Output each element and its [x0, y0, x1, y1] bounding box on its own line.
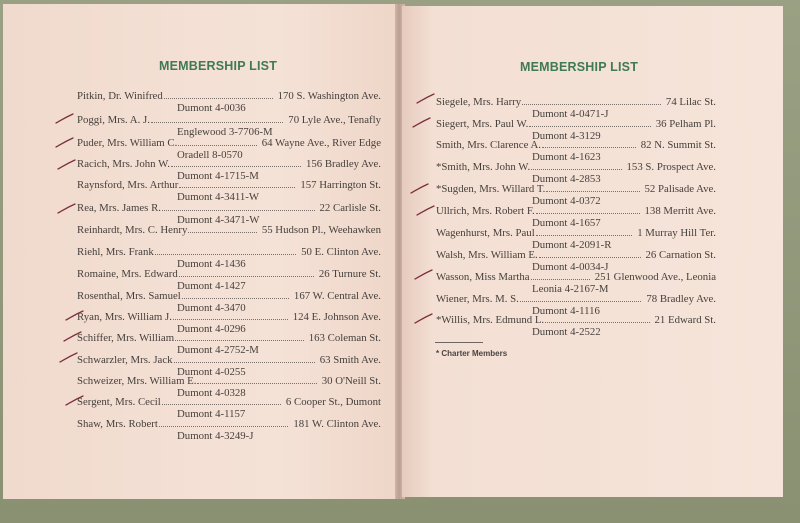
- member-entry: [77, 396, 381, 420]
- member-entry: [77, 311, 381, 335]
- member-entry: [77, 114, 381, 138]
- leader-dots: [539, 249, 641, 258]
- leader-dots: [529, 118, 651, 127]
- leader-dots: [197, 375, 317, 384]
- member-entry: [436, 249, 716, 273]
- member-address: 26 Turnure St.: [318, 268, 381, 280]
- member-address: 36 Pelham Pl.: [655, 118, 716, 130]
- member-address: 153 S. Prospect Ave.: [626, 161, 716, 173]
- member-name: Sergent, Mrs. Cecil: [77, 396, 161, 408]
- member-entry: [436, 183, 716, 207]
- member-entry: [77, 224, 381, 236]
- member-entry: [436, 161, 716, 185]
- member-address: 74 Lilac St.: [665, 96, 716, 108]
- member-phone: Dumont 4-0471-J: [532, 108, 609, 120]
- leader-dots: [520, 293, 641, 302]
- member-address: 156 Bradley Ave.: [305, 158, 381, 170]
- member-address: 64 Wayne Ave., River Edge: [261, 137, 381, 149]
- page-heading: MEMBERSHIP LIST: [520, 60, 639, 74]
- member-address: 138 Merritt Ave.: [644, 205, 716, 217]
- member-name: Riehl, Mrs. Frank: [77, 246, 154, 258]
- member-address: 52 Palisade Ave.: [644, 183, 716, 195]
- member-phone: Oradell 8-0570: [177, 149, 243, 161]
- right-page: [402, 6, 783, 497]
- member-name: Puder, Mrs. William C.: [77, 137, 178, 149]
- member-address: 26 Carnation St.: [645, 249, 716, 261]
- member-phone: Dumont 4-3470: [177, 302, 246, 314]
- member-entry: [77, 332, 381, 356]
- member-entry: [77, 268, 381, 292]
- member-entry: [77, 90, 381, 114]
- member-address: 30 O'Neill St.: [321, 375, 381, 387]
- member-address: 167 W. Central Ave.: [293, 290, 381, 302]
- left-page: [3, 4, 395, 499]
- pencil-check-mark: [65, 309, 85, 323]
- leader-dots: [546, 183, 640, 192]
- member-phone: Dumont 4-0034-J: [532, 261, 609, 273]
- member-name: *Smith, Mrs. John W.: [436, 161, 531, 173]
- member-entry: [77, 354, 381, 378]
- pencil-check-mark: [410, 182, 430, 196]
- pencil-check-mark: [412, 116, 432, 130]
- member-address: 21 Edward St.: [654, 314, 716, 326]
- member-name: Schweizer, Mrs. William E.: [77, 375, 197, 387]
- page-heading: MEMBERSHIP LIST: [159, 59, 278, 73]
- member-phone: Dumont 4-0372: [532, 195, 601, 207]
- footnote-rule: [435, 342, 483, 343]
- member-phone: Dumont 4-2752-M: [177, 344, 259, 356]
- member-phone: Dumont 4-1427: [177, 280, 246, 292]
- pencil-check-mark: [55, 112, 75, 126]
- member-name: Wasson, Miss Martha: [436, 271, 530, 283]
- member-name: Siegert, Mrs. Paul W.: [436, 118, 529, 130]
- member-phone: Dumont 4-2853: [532, 173, 601, 185]
- member-entry: [436, 118, 716, 142]
- member-entry: [77, 137, 381, 161]
- member-address: 22 Carlisle St.: [319, 202, 381, 214]
- member-address: 1 Murray Hill Ter.: [637, 227, 716, 239]
- member-phone: Dumont 4-2091-R: [532, 239, 612, 251]
- leader-dots: [188, 224, 257, 233]
- member-name: Smith, Mrs. Clarence A.: [436, 139, 541, 151]
- member-phone: Dumont 4-3249-J: [177, 430, 254, 442]
- member-phone: Dumont 4-0036: [177, 102, 246, 114]
- leader-dots: [171, 158, 301, 167]
- leader-dots: [545, 314, 650, 323]
- member-phone: Dumont 4-1157: [177, 408, 246, 420]
- member-address: 163 Coleman St.: [308, 332, 381, 344]
- member-phone: Englewood 3-7706-M: [177, 126, 273, 138]
- leader-dots: [155, 246, 296, 255]
- member-name: Siegele, Mrs. Harry: [436, 96, 522, 108]
- leader-dots: [164, 90, 273, 99]
- leader-dots: [531, 161, 622, 170]
- member-address: 157 Harrington St.: [300, 179, 381, 191]
- member-entry: [77, 158, 381, 182]
- member-name: Schwarzler, Mrs. Jack: [77, 354, 173, 366]
- leader-dots: [151, 114, 283, 123]
- pencil-check-mark: [414, 312, 434, 326]
- member-phone: Dumont 4-2522: [532, 326, 601, 338]
- leader-dots: [522, 96, 661, 105]
- member-entry: [77, 290, 381, 314]
- member-address: 55 Hudson Pl., Weehawken: [261, 224, 381, 236]
- pencil-check-mark: [414, 268, 434, 282]
- leader-dots: [536, 205, 640, 214]
- member-phone: Dumont 4-3471-W: [177, 214, 260, 226]
- member-address: 70 Lyle Ave., Tenafly: [288, 114, 381, 126]
- member-name: *Willis, Mrs. Edmund L.: [436, 314, 545, 326]
- member-phone: Leonia 4-2167-M: [532, 283, 609, 295]
- member-address: 170 S. Washington Ave.: [277, 90, 381, 102]
- pencil-check-mark: [57, 158, 77, 172]
- leader-dots: [542, 139, 636, 148]
- member-address: 63 Smith Ave.: [319, 354, 381, 366]
- member-entry: [436, 227, 716, 251]
- pencil-check-mark: [57, 202, 77, 216]
- pencil-check-mark: [63, 330, 83, 344]
- member-name: Ryan, Mrs. William J.: [77, 311, 172, 323]
- member-name: Rea, Mrs. James R.: [77, 202, 161, 214]
- member-name: Walsh, Mrs. William E.: [436, 249, 538, 261]
- member-phone: Dumont 4-1116: [532, 305, 600, 317]
- member-entry: [436, 205, 716, 229]
- charter-members-footnote: * Charter Members: [436, 349, 508, 358]
- member-entry: [436, 96, 716, 120]
- member-phone: Dumont 4-0255: [177, 366, 246, 378]
- member-entry: [436, 314, 716, 338]
- member-address: 181 W. Clinton Ave.: [293, 418, 381, 430]
- member-name: Rosenthal, Mrs. Samuel: [77, 290, 181, 302]
- leader-dots: [182, 290, 289, 299]
- member-address: 124 E. Johnson Ave.: [292, 311, 381, 323]
- member-phone: Dumont 4-1436: [177, 258, 246, 270]
- member-entry: [436, 293, 716, 317]
- member-phone: Dumont 4-3129: [532, 130, 601, 142]
- member-name: Ullrich, Mrs. Robert F.: [436, 205, 535, 217]
- member-name: Schiffer, Mrs. William: [77, 332, 175, 344]
- member-name: Reinhardt, Mrs. C. Henry: [77, 224, 188, 236]
- member-name: Racich, Mrs. John W.: [77, 158, 170, 170]
- pencil-check-mark: [55, 136, 75, 150]
- member-name: *Sugden, Mrs. Willard T.: [436, 183, 546, 195]
- leader-dots: [179, 179, 295, 188]
- pencil-check-mark: [416, 204, 436, 218]
- member-entry: [77, 179, 381, 203]
- leader-dots: [179, 268, 314, 277]
- member-phone: Dumont 4-0296: [177, 323, 246, 335]
- member-entry: [77, 418, 381, 442]
- pencil-check-mark: [59, 351, 79, 365]
- leader-dots: [162, 202, 315, 211]
- member-name: Wagenhurst, Mrs. Paul: [436, 227, 535, 239]
- member-name: Romaine, Mrs. Edward: [77, 268, 178, 280]
- member-name: Pitkin, Dr. Winifred: [77, 90, 163, 102]
- leader-dots: [178, 137, 257, 146]
- member-address: 6 Cooper St., Dumont: [285, 396, 381, 408]
- member-entry: [77, 246, 381, 270]
- leader-dots: [531, 271, 590, 280]
- leader-dots: [175, 332, 304, 341]
- leader-dots: [174, 354, 315, 363]
- leader-dots: [173, 311, 288, 320]
- member-entry: [436, 271, 716, 295]
- member-address: 78 Bradley Ave.: [646, 293, 716, 305]
- member-entry: [77, 375, 381, 399]
- member-name: Raynsford, Mrs. Arthur: [77, 179, 179, 191]
- member-phone: Dumont 4-3411-W: [177, 191, 260, 203]
- member-name: Poggi, Mrs. A. J.: [77, 114, 150, 126]
- member-entry: [77, 202, 381, 226]
- member-address: 50 E. Clinton Ave.: [301, 246, 381, 258]
- leader-dots: [162, 396, 281, 405]
- member-phone: Dumont 4-0328: [177, 387, 246, 399]
- member-name: Shaw, Mrs. Robert: [77, 418, 158, 430]
- leader-dots: [536, 227, 632, 236]
- member-phone: Dumont 4-1623: [532, 151, 601, 163]
- member-name: Wiener, Mrs. M. S.: [436, 293, 519, 305]
- pencil-check-mark: [65, 394, 85, 408]
- member-phone: Dumont 4-1715-M: [177, 170, 259, 182]
- member-phone: Dumont 4-1657: [532, 217, 601, 229]
- member-entry: [436, 139, 716, 163]
- pencil-check-mark: [416, 92, 436, 106]
- member-address: 251 Glenwood Ave., Leonia: [594, 271, 716, 283]
- leader-dots: [159, 418, 288, 427]
- member-address: 82 N. Summit St.: [640, 139, 716, 151]
